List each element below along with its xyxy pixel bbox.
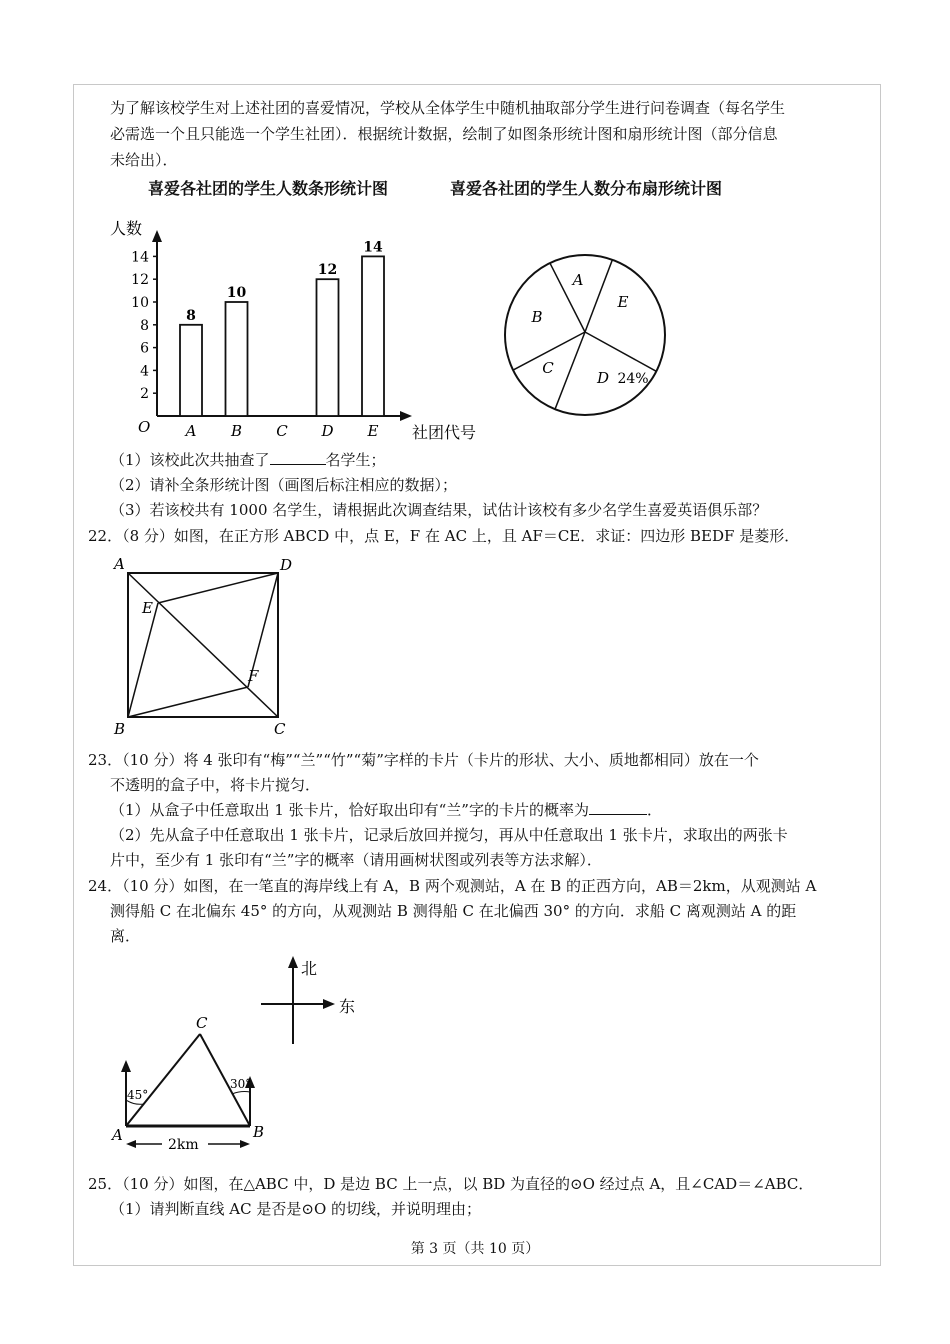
y-tick-label: 12: [131, 272, 149, 289]
q23-line-1: 23．（10 分）将 4 张印有“梅”“兰”“竹”“菊”字样的卡片（卡片的形状、大小、质地都相同）放在一个: [88, 751, 759, 769]
intro-line-3: 未给出）．: [110, 151, 178, 169]
x-axis-label: 社团代号: [412, 423, 477, 442]
q23-part1-text-b: ．: [646, 801, 662, 819]
bar-chart-title: 喜爱各社团的学生人数条形统计图: [148, 179, 389, 198]
y-tick-label: 4: [140, 363, 149, 380]
angle-b-label: 30°: [230, 1077, 252, 1091]
label-b: B: [253, 1123, 265, 1141]
x-axis-arrow-icon: [400, 411, 412, 421]
x-tick-label: C: [276, 422, 288, 440]
q23-part2-line-1: （2）先从盒子中任意取出 1 张卡片，记录后放回并搅匀，再从中任意取出 1 张卡片，求取出的两张卡: [110, 826, 788, 844]
q24-line-1: 24．（10 分）如图，在一笔直的海岸线上有 A，B 两个观测站，A 在 B 的正西方向，AB＝2km，从观测站 A: [88, 877, 817, 895]
q21-part1-text-a: （1）该校此次共抽查了: [110, 451, 270, 469]
origin-label: O: [138, 418, 151, 436]
label-a: A: [114, 555, 125, 573]
y-axis-label: 人数: [110, 219, 143, 238]
label-c: C: [274, 720, 286, 738]
pie-slice-label: E: [617, 293, 629, 311]
q24-line-3: 离．: [110, 927, 141, 945]
segment-ed: [158, 573, 278, 603]
pie-chart-title: 喜爱各社团的学生人数分布扇形统计图: [450, 179, 723, 198]
q21-part2: （2）请补全条形统计图（画图后标注相应的数据）；: [110, 476, 458, 494]
angle-arc-b: [232, 1092, 250, 1094]
diagonal-ac: [128, 573, 278, 717]
bar-chart: [100, 210, 500, 445]
east-arrow-icon: [323, 999, 335, 1009]
q22-text: 22．（8 分）如图，在正方形 ABCD 中，点 E，F 在 AC 上，且 AF＝CE．求证：四边形 BEDF 是菱形．: [88, 527, 800, 545]
q25-part1: （1）请判断直线 AC 是否是⊙O 的切线，并说明理由；: [110, 1200, 482, 1218]
q25-line-1: 25．（10 分）如图，在△ABC 中，D 是边 BC 上一点，以 BD 为直径的⊙O 经过点 A，且∠CAD＝∠ABC．: [88, 1175, 814, 1193]
label-d: D: [280, 556, 293, 574]
dimension-arrow-left-icon: [126, 1140, 136, 1148]
x-tick-label: A: [185, 422, 197, 440]
q21-part1: [110, 450, 386, 470]
q24-triangle-figure: [110, 1010, 280, 1160]
x-tick-label: D: [321, 422, 334, 440]
page-footer: 第 3 页（共 10 页）: [410, 1241, 540, 1257]
dimension-arrow-right-icon: [240, 1140, 250, 1148]
angle-a-label: 45°: [127, 1088, 149, 1102]
q22-square-figure: [108, 553, 298, 738]
intro-line-1: 为了解该校学生对上述社团的喜爱情况，学校从全体学生中随机抽取部分学生进行问卷调查（每名学生: [110, 99, 786, 117]
label-e: E: [142, 599, 153, 617]
q23-part1-text-a: （1）从盒子中任意取出 1 张卡片，恰好取出印有“兰”字的卡片的概率为: [110, 801, 589, 819]
bar-data-label: 14: [363, 239, 383, 256]
label-b: B: [114, 720, 126, 738]
compass-north-label: 北: [301, 959, 318, 978]
q21-answer-blank[interactable]: [270, 450, 326, 465]
x-tick-label: E: [367, 422, 379, 440]
pie-slice-label: A: [572, 271, 584, 289]
x-tick-label: B: [230, 422, 243, 440]
q23-answer-blank[interactable]: [589, 800, 647, 815]
pie-slice-label: D: [596, 369, 610, 387]
pie-slice-value: 24%: [617, 371, 649, 387]
pie-slice-label: C: [542, 359, 554, 377]
label-f: F: [248, 667, 259, 685]
distance-label: 2km: [168, 1137, 199, 1153]
y-tick-label: 14: [131, 249, 149, 266]
segment-fb: [128, 687, 248, 717]
segment-eb: [128, 603, 158, 717]
q23-part1: [110, 800, 662, 820]
y-tick-label: 8: [140, 317, 149, 334]
north-arrow-icon: [288, 956, 298, 968]
segment-ac: [126, 1034, 200, 1126]
bar-data-label: 12: [317, 262, 338, 279]
bar-data-label: 8: [186, 307, 196, 324]
bar: [317, 279, 339, 416]
bar: [362, 256, 384, 416]
label-a: A: [112, 1126, 123, 1144]
bar: [180, 325, 202, 416]
q23-part2-line-2: 片中，至少有 1 张印有“兰”字的概率（请用画树状图或列表等方法求解）．: [110, 851, 602, 869]
y-tick-label: 6: [140, 340, 149, 357]
q21-part1-text-b: 名学生；: [325, 451, 386, 469]
compass-east-label: 东: [339, 997, 356, 1016]
bar-data-label: 10: [226, 285, 247, 301]
q23-line-2: 不透明的盒子中，将卡片搅匀．: [110, 776, 321, 794]
north-arrow-a-icon: [121, 1060, 131, 1072]
q21-part3: （3）若该校共有 1000 名学生，请根据此次调查结果，试估计该校有多少名学生喜爱英语俱乐部？: [110, 501, 768, 519]
pie-outline: [505, 255, 665, 415]
label-c: C: [196, 1014, 208, 1032]
y-axis-arrow-icon: [152, 230, 162, 242]
y-tick-label: 10: [131, 295, 149, 311]
pie-chart: [495, 245, 675, 425]
y-tick-label: 2: [140, 386, 149, 403]
bar: [226, 302, 248, 416]
intro-line-2: 必需选一个且只能选一个学生社团）．根据统计数据，绘制了如图条形统计图和扇形统计图（部分信息: [110, 125, 778, 143]
pie-slice-label: B: [531, 308, 543, 326]
q24-line-2: 测得船 C 在北偏东 45° 的方向，从观测站 B 测得船 C 在北偏西 30° 的方向．求船 C 离观测站 A 的距: [110, 902, 797, 920]
